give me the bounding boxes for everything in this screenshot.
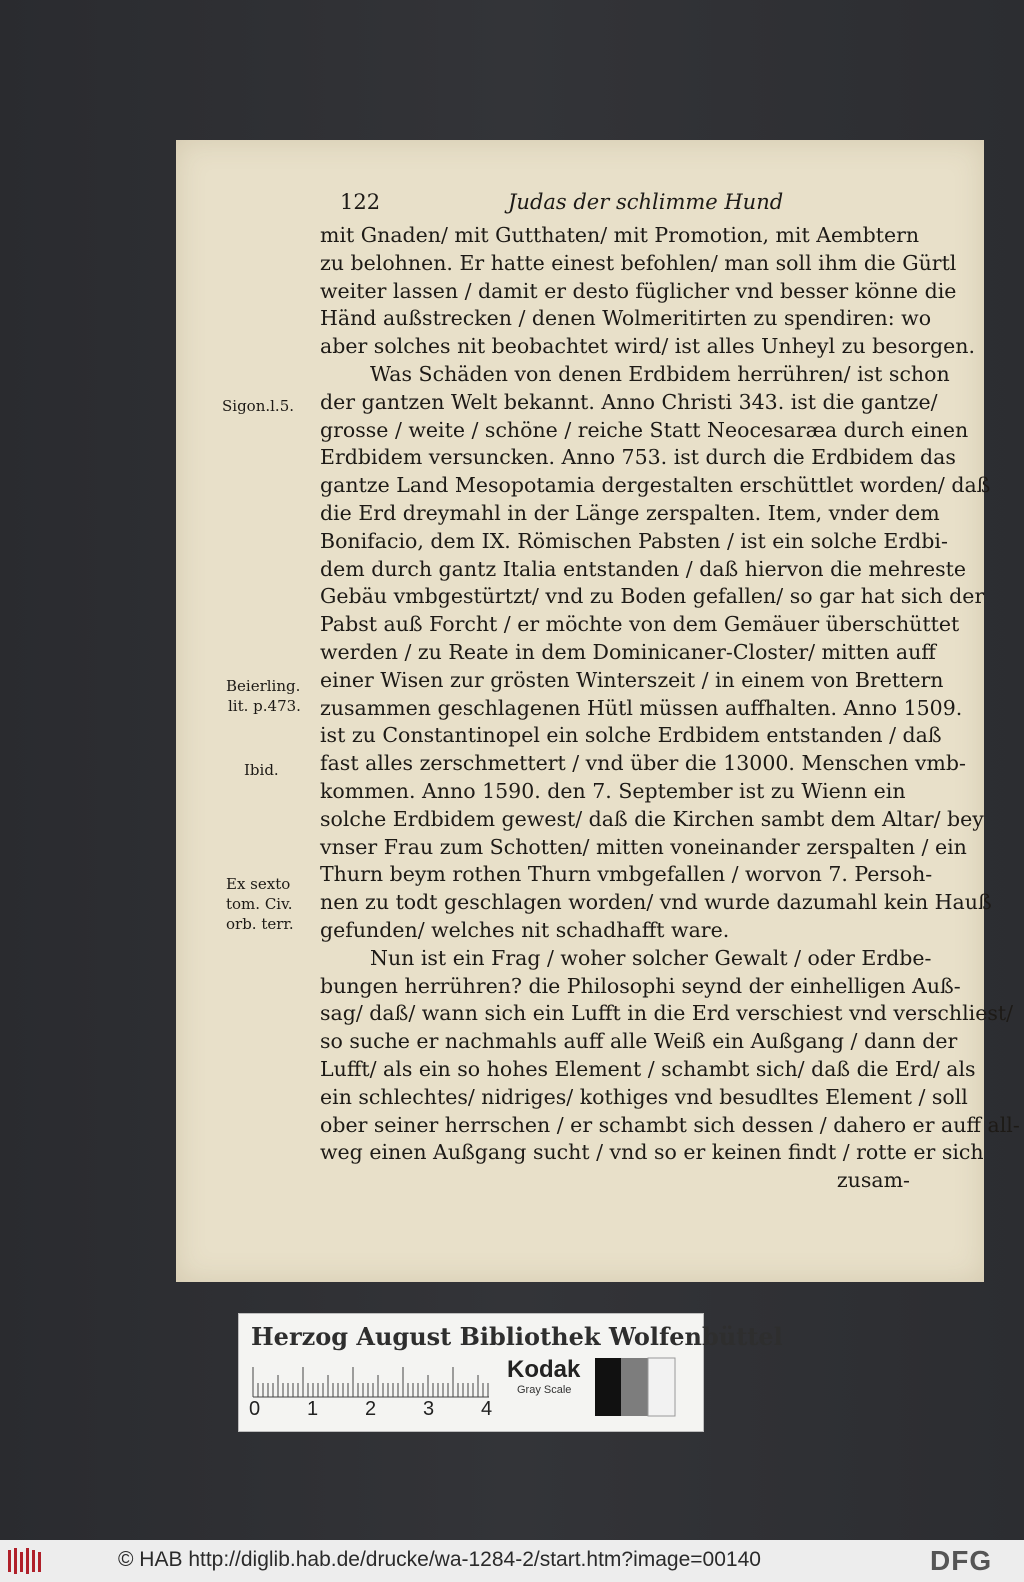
text-line: Thurn beym rothen Thurn vmbgefallen / worvon 7. Persoh- bbox=[320, 862, 933, 887]
text-line: ein schlechtes/ nidriges/ kothiges vnd besudltes Element / soll bbox=[320, 1084, 968, 1109]
text-line: grosse / weite / schöne / reiche Statt Neocesaræa durch einen bbox=[320, 417, 969, 442]
kodak-subtitle: Gray Scale bbox=[517, 1384, 572, 1396]
ruler-scale bbox=[253, 1360, 489, 1398]
ruler-digit: 3 bbox=[423, 1398, 435, 1420]
margin-note-orb-terr: orb. terr. bbox=[226, 915, 294, 933]
hab-logo-icon bbox=[6, 1546, 44, 1576]
margin-note-tom-civ: tom. Civ. bbox=[226, 895, 293, 913]
text-line: Erdbidem versuncken. Anno 753. ist durch die Erdbidem das bbox=[320, 445, 956, 470]
margin-note-beierling-page: lit. p.473. bbox=[228, 697, 301, 715]
card-title: Herzog August Bibliothek Wolfenbüttel bbox=[251, 1322, 783, 1351]
margin-note-ibid: Ibid. bbox=[244, 761, 279, 779]
text-line: Nun ist ein Frag / woher solcher Gewalt / oder Erdbe- bbox=[370, 945, 932, 970]
text-line: Pabst auß Forcht / er möchte von dem Gemäuer überschüttet bbox=[320, 612, 960, 637]
text-line: solche Erdbidem gewest/ daß die Kirchen sambt dem Altar/ bey bbox=[320, 806, 984, 831]
text-line: weg einen Außgang sucht / vnd so er keinen findt / rotte er sich bbox=[320, 1140, 984, 1165]
running-head bbox=[340, 190, 940, 220]
text-line: weiter lassen / damit er desto füglicher vnd besser könne die bbox=[320, 278, 957, 303]
text-line: nen zu todt geschlagen worden/ vnd wurde dazumahl kein Hauß bbox=[320, 890, 992, 915]
text-line: zusammen geschlagenen Hütl müssen auffhalten. Anno 1509. bbox=[320, 695, 963, 720]
footer-bar bbox=[0, 1540, 1024, 1582]
text-line: bungen herrühren? die Philosophi seynd der einhelligen Auß- bbox=[320, 973, 961, 998]
text-line: Was Schäden von denen Erdbidem herrühren/ ist schon bbox=[370, 361, 950, 386]
margin-note-ex-sexto: Ex sexto bbox=[226, 875, 291, 893]
ruler-digit: 2 bbox=[365, 1398, 377, 1420]
dfg-logo: DFG bbox=[930, 1545, 993, 1576]
text-line: kommen. Anno 1590. den 7. September ist zu Wienn ein bbox=[320, 778, 906, 803]
text-line: Bonifacio, dem IX. Römischen Pabsten / ist ein solche Erdbi- bbox=[320, 528, 948, 553]
footer-source-link[interactable]: © HAB http://diglib.hab.de/drucke/wa-1284-2/start.htm?image=00140 bbox=[118, 1548, 761, 1571]
ruler-digit: 4 bbox=[481, 1398, 493, 1420]
text-line: sag/ daß/ wann sich ein Lufft in die Erd verschiest vnd verschliest/ bbox=[320, 1001, 1013, 1026]
text-line: Gebäu vmbgestürtzt/ vnd zu Boden gefallen/ so gar hat sich der bbox=[320, 584, 985, 609]
text-line: dem durch gantz Italia entstanden / daß hiervon die mehreste bbox=[320, 556, 967, 581]
text-line: der gantzen Welt bekannt. Anno Christi 343. ist die gantze/ bbox=[320, 389, 938, 414]
text-line: werden / zu Reate in dem Dominicaner-Closter/ mitten auff bbox=[320, 639, 936, 664]
body-text bbox=[320, 222, 1020, 1195]
text-line: ober seiner herrschen / er schambt sich dessen / dahero er auff all- bbox=[320, 1112, 1020, 1137]
page-number: 122 bbox=[340, 190, 381, 214]
gray-patch-white bbox=[648, 1358, 675, 1416]
text-line: gantze Land Mesopotamia dergestalten erschüttlet worden/ daß bbox=[320, 473, 991, 498]
text-line: vnser Frau zum Schotten/ mitten voneinander zerspalten / ein bbox=[320, 834, 967, 859]
kodak-logo: Kodak bbox=[507, 1356, 581, 1383]
margin-note-sigon: Sigon.l.5. bbox=[222, 397, 295, 415]
text-line: zu belohnen. Er hatte einest befohlen/ man soll ihm die Gürtl bbox=[320, 250, 957, 275]
ruler-digit: 0 bbox=[249, 1398, 261, 1420]
text-line: Händ außstrecken / denen Wolmeritirten zu spendiren: wo bbox=[320, 306, 932, 331]
text-line: gefunden/ welches nit schadhafft ware. bbox=[320, 917, 730, 942]
gray-patch-black bbox=[595, 1358, 621, 1416]
text-line: einer Wisen zur grösten Winterszeit / in einem von Brettern bbox=[320, 667, 944, 692]
margin-note-beierling: Beierling. bbox=[226, 677, 301, 695]
gray-patch-mid bbox=[621, 1358, 648, 1416]
catchword: zusam- bbox=[836, 1168, 910, 1193]
text-line: fast alles zerschmettert / vnd über die 13000. Menschen vmb- bbox=[320, 751, 966, 776]
running-title: Judas der schlimme Hund bbox=[508, 190, 784, 214]
text-line: die Erd dreymahl in der Länge zerspalten. Item, vnder dem bbox=[320, 500, 940, 525]
text-line: aber solches nit beobachtet wird/ ist alles Unheyl zu besorgen. bbox=[320, 334, 975, 359]
gray-scale-patches bbox=[595, 1358, 675, 1416]
text-line: Lufft/ als ein so hohes Element / schambt sich/ daß die Erd/ als bbox=[320, 1056, 976, 1081]
text-line: ist zu Constantinopel ein solche Erdbidem entstanden / daß bbox=[320, 723, 942, 748]
ruler-digit: 1 bbox=[307, 1398, 319, 1420]
color-target-card bbox=[238, 1313, 783, 1432]
ruler-digits bbox=[249, 1398, 499, 1422]
text-line: so suche er nachmahls auff alle Weiß ein Außgang / dann der bbox=[320, 1029, 958, 1054]
text-line: mit Gnaden/ mit Gutthaten/ mit Promotion, mit Aembtern bbox=[320, 223, 920, 247]
